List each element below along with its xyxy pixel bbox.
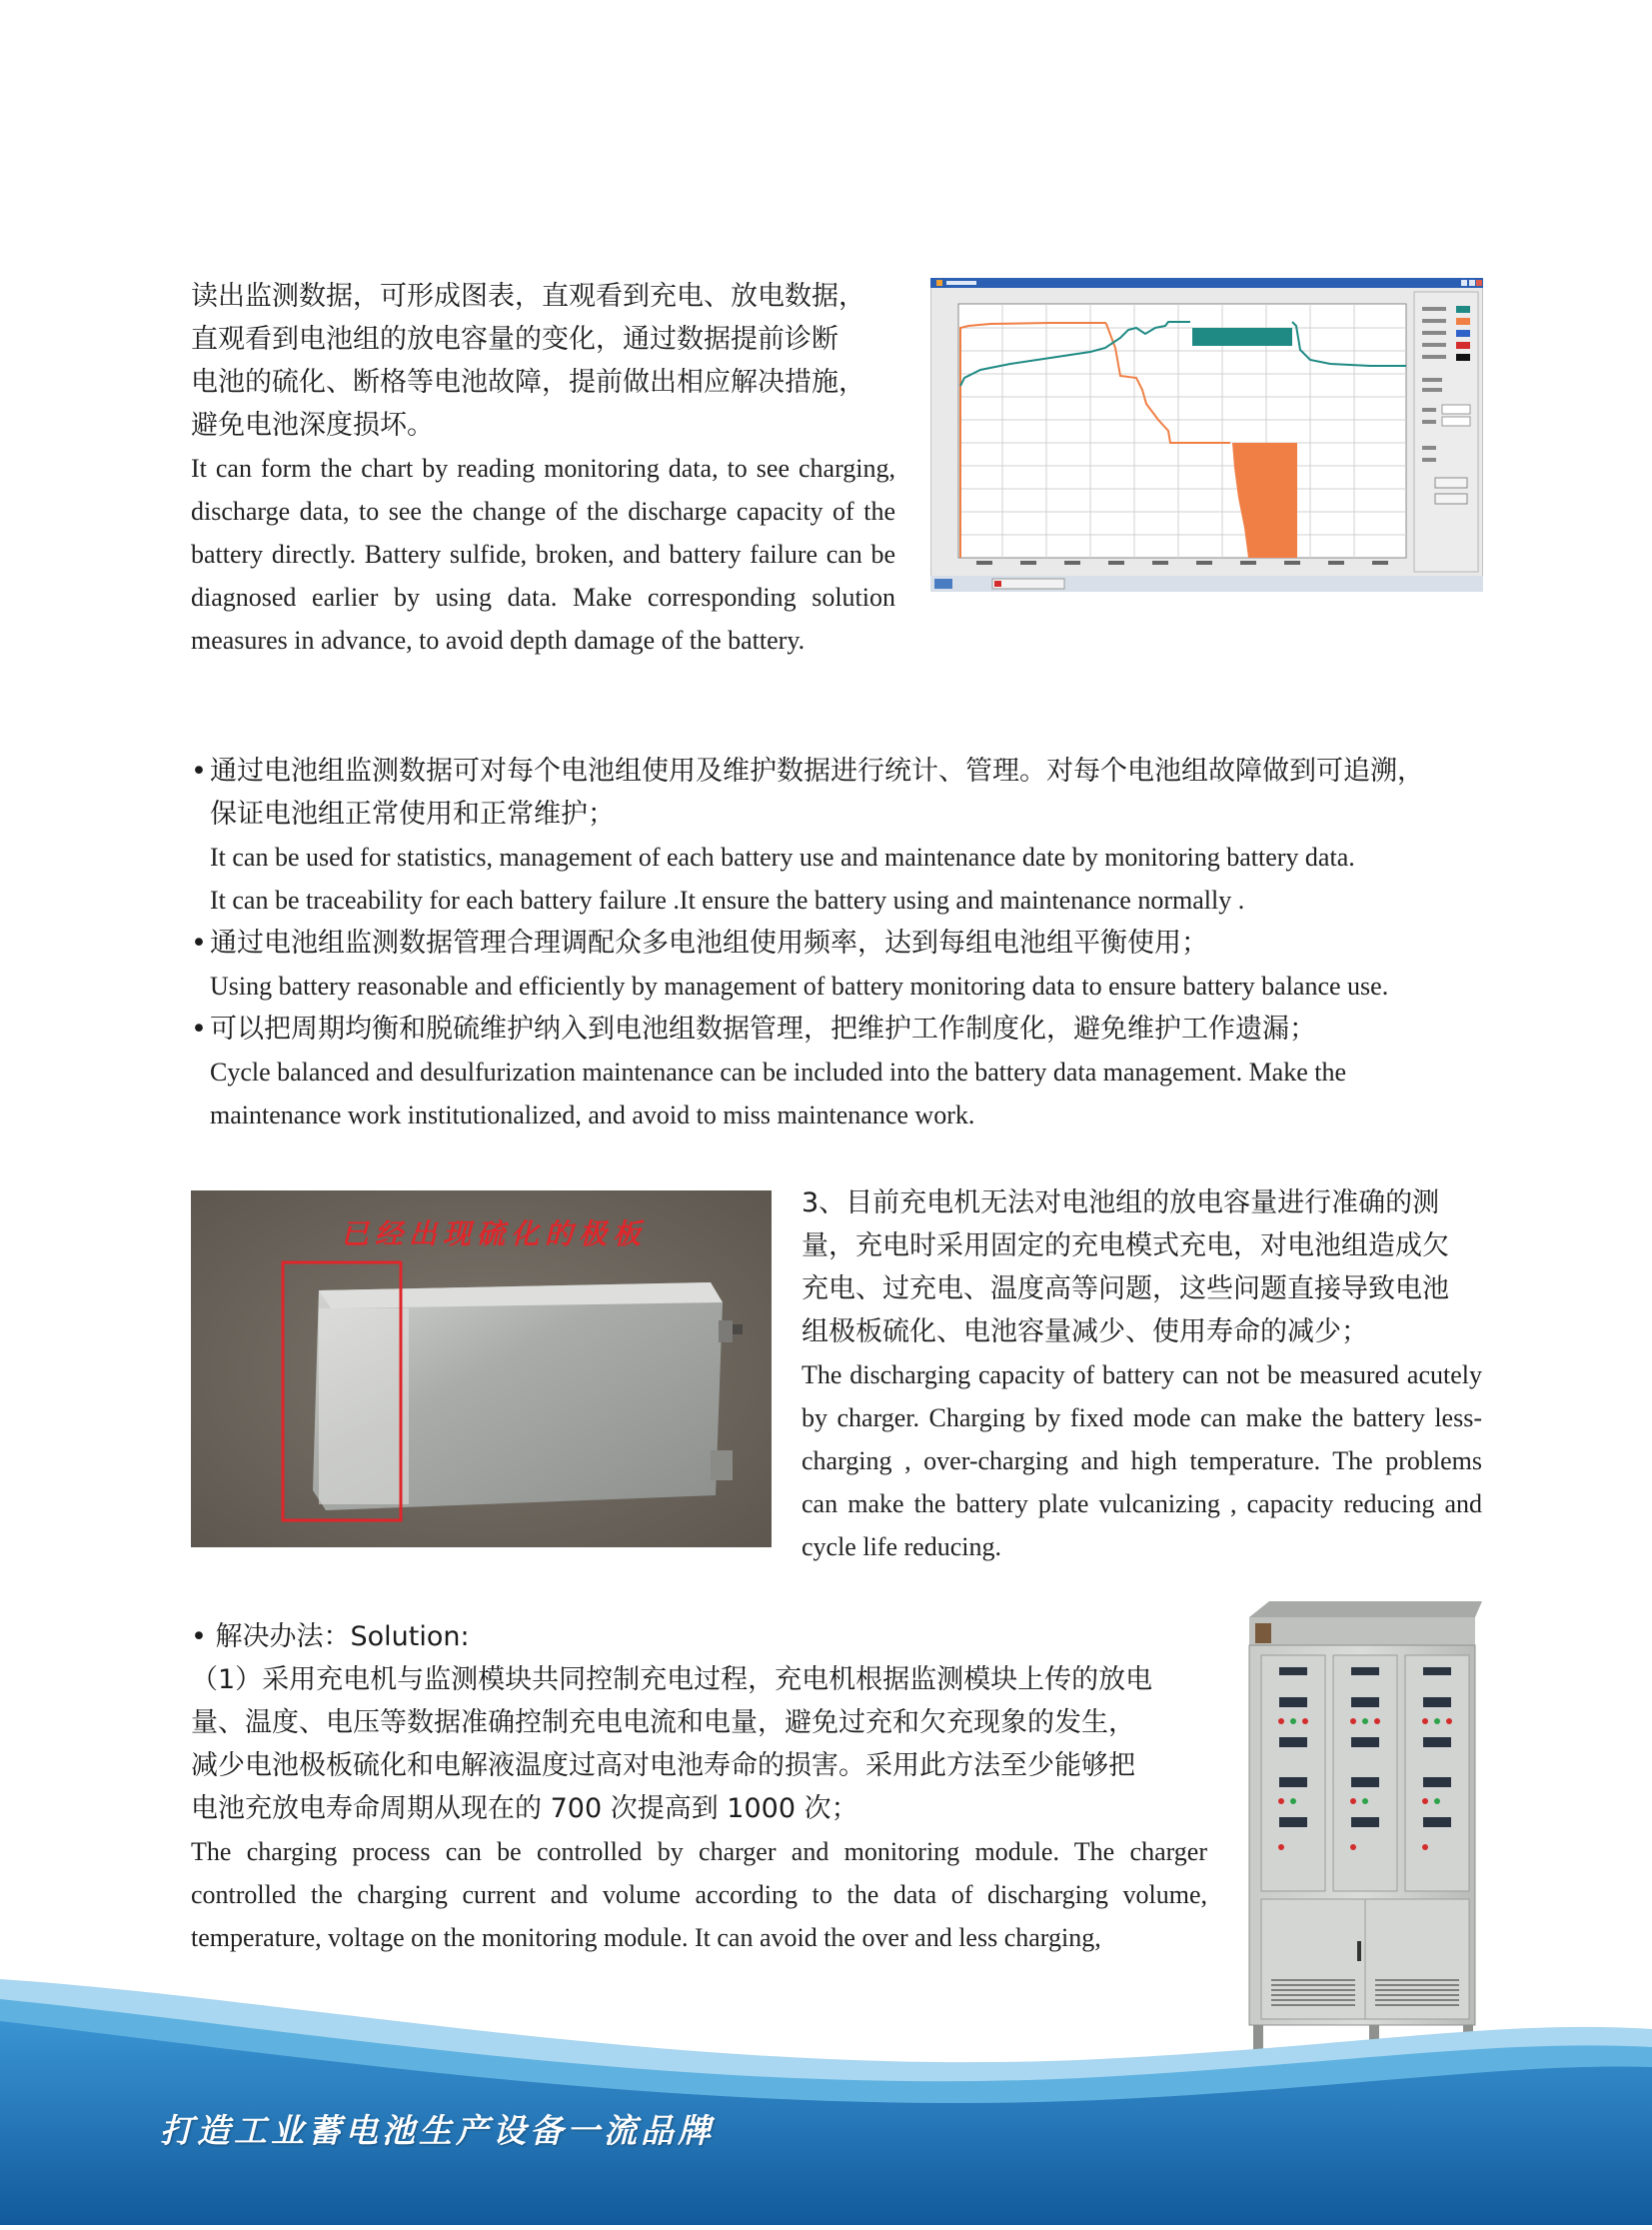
bullet-en-line: It can be traceability for each battery failure .It ensure the battery using and maintenance normally . xyxy=(210,886,1245,915)
solution-zh-line: 减少电池极板硫化和电解液温度过高对电池寿命的损害。采用此方法至少能够把 xyxy=(191,1750,1135,1781)
bullet-item xyxy=(191,922,1490,1008)
solution-en-paragraph: The charging process can be controlled by charger and monitoring module. The charger controlled the charging current and volume according to the data of discharging volume, temperature, voltage on the monitoring module. It can avoid the over and less charging, xyxy=(191,1837,1207,1952)
bullet-zh-line: 可以把周期均衡和脱硫维护纳入到电池组数据管理，把维护工作制度化，避免维护工作遗漏； xyxy=(210,1014,1316,1045)
solution-section xyxy=(191,1615,1207,1959)
intro-en-paragraph: It can form the chart by reading monitoring data, to see charging, discharge data, to see the change of the discharge capacity of the battery directly. Battery sulfide, broken, and battery failure can be diagnosed earlier by using data. Make corresponding solution measures in advance, to avoid depth damage of the battery. xyxy=(191,454,895,655)
panel-button xyxy=(1435,494,1467,504)
intro-zh-line: 读出监测数据，可形成图表，直观看到充电、放电数据， xyxy=(191,281,865,312)
solution-zh-line: （1）采用充电机与监测模块共同控制充电过程，充电机根据监测模块上传的放电 xyxy=(191,1664,1153,1695)
bullet-item xyxy=(191,750,1490,922)
plate-caption: 已经出现硫化的极板 xyxy=(341,1217,648,1250)
wave-graphic xyxy=(0,1959,1652,2225)
intro-zh-line: 电池的硫化、断格等电池故障，提前做出相应解决措施， xyxy=(191,367,865,398)
teal-series-block xyxy=(1192,328,1292,346)
solution-zh-line: 量、温度、电压等数据准确控制充电电流和电量，避免过充和欠充现象的发生， xyxy=(191,1707,1135,1738)
solution-heading: • 解决办法：Solution: xyxy=(191,1621,470,1652)
problem-section xyxy=(802,1181,1482,1568)
problem-zh-line: 量，充电时采用固定的充电模式充电，对电池组造成欠 xyxy=(802,1230,1449,1261)
window-title-bar xyxy=(930,278,1483,288)
bullet-en-line: Using battery reasonable and efficiently by management of battery monitoring data to ensure battery balance use. xyxy=(210,972,1389,1001)
problem-zh-line: 充电、过充电、温度高等问题，这些问题直接导致电池 xyxy=(802,1273,1449,1304)
problem-zh-line: 3、目前充电机无法对电池组的放电容量进行准确的测 xyxy=(802,1187,1440,1218)
bullet-item xyxy=(191,1008,1490,1136)
bullet-zh-line: 保证电池组正常使用和正常维护； xyxy=(210,799,615,830)
maximize-icon xyxy=(1469,280,1475,286)
panel-button xyxy=(1435,478,1467,488)
problem-zh-text xyxy=(802,1181,1482,1353)
footer-slogan: 打造工业蓄电池生产设备一流品牌 xyxy=(160,2111,715,2150)
solution-zh-text xyxy=(191,1658,1207,1830)
intro-section xyxy=(191,275,895,662)
bullet-dot: • xyxy=(191,928,207,959)
intro-zh-line: 直观看到电池组的放电容量的变化，通过数据提前诊断 xyxy=(191,324,838,355)
cabinet-control-panels xyxy=(1261,1655,1469,1891)
bullet-en-line: Cycle balanced and desulfurization maintenance can be included into the battery data management. Make the xyxy=(210,1058,1347,1087)
solution-zh-line: 电池充放电寿命周期从现在的 700 次提高到 1000 次； xyxy=(191,1793,858,1824)
bullet-dot: • xyxy=(191,1014,207,1045)
problem-en-paragraph: The discharging capacity of battery can not be measured acutely by charger. Charging by fixed mode can make the battery less-charging , over-charging and high temperature. The problems can make the battery plate vulcanizing , capacity reducing and cycle life reducing. xyxy=(802,1360,1482,1561)
bullet-dot: • xyxy=(191,756,207,787)
bullet-en-line: It can be used for statistics, management of each battery use and maintenance date by monitoring battery data. xyxy=(210,843,1355,872)
door-handle xyxy=(1357,1941,1361,1961)
bullet-zh-line: 通过电池组监测数据可对每个电池组使用及维护数据进行统计、管理。对每个电池组故障做到可追溯， xyxy=(210,756,1424,787)
monitoring-chart-image xyxy=(930,278,1483,592)
problem-zh-line: 组极板硫化、电池容量减少、使用寿命的减少； xyxy=(802,1316,1368,1347)
feature-bullet-list xyxy=(191,750,1490,1136)
monitoring-software-screenshot xyxy=(930,278,1483,592)
sulfated-area xyxy=(319,1308,409,1504)
bullet-zh-line: 通过电池组监测数据管理合理调配众多电池组使用频率，达到每组电池组平衡使用； xyxy=(210,928,1208,959)
minimize-icon xyxy=(1461,280,1467,286)
intro-zh-text xyxy=(191,275,895,447)
intro-zh-line: 避免电池深度损坏。 xyxy=(191,410,434,441)
footer-wave-banner xyxy=(0,1959,1652,2225)
sulfated-plate-photo xyxy=(191,1190,772,1547)
close-icon xyxy=(1476,280,1482,286)
bullet-en-line: maintenance work institutionalized, and avoid to miss maintenance work. xyxy=(210,1101,975,1129)
